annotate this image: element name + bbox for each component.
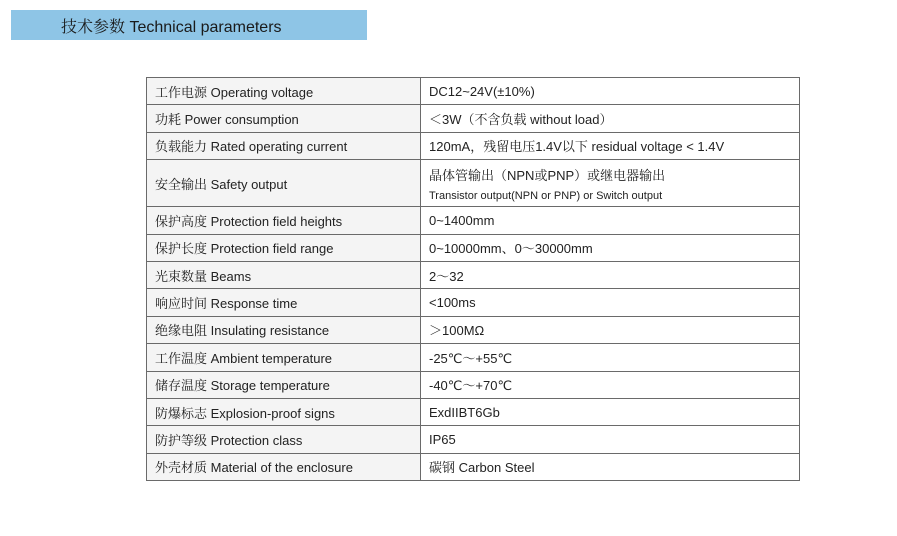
param-label: 工作电源 Operating voltage bbox=[147, 78, 421, 105]
param-value: DC12~24V(±10%) bbox=[421, 78, 800, 105]
param-value: -40℃～+70℃ bbox=[421, 371, 800, 398]
table-row bbox=[147, 289, 800, 316]
param-label: 安全输出 Safety output bbox=[147, 160, 421, 207]
param-label: 防护等级 Protection class bbox=[147, 426, 421, 453]
table-row bbox=[147, 207, 800, 234]
param-value-line: Transistor output(NPN or PNP) or Switch output bbox=[429, 189, 663, 202]
param-value: 0~1400mm bbox=[421, 207, 800, 234]
param-value: 120mA，残留电压1.4V以下 residual voltage < 1.4V bbox=[421, 132, 800, 159]
table-row bbox=[147, 261, 800, 288]
table-row bbox=[147, 371, 800, 398]
param-value: 2～32 bbox=[421, 261, 800, 288]
param-value: 碳钢 Carbon Steel bbox=[421, 453, 800, 480]
table-row bbox=[147, 234, 800, 261]
param-value-line: 晶体管输出（NPN或PNP）或继电器输出 bbox=[429, 167, 666, 183]
param-value: ＞100MΩ bbox=[421, 316, 800, 343]
param-label: 响应时间 Response time bbox=[147, 289, 421, 316]
param-value: ＜3W（不含负载 without load） bbox=[421, 105, 800, 132]
table-row bbox=[147, 105, 800, 132]
section-title: 技术参数 Technical parameters bbox=[61, 18, 282, 36]
table-row bbox=[147, 453, 800, 480]
table-row bbox=[147, 78, 800, 105]
param-value: -25℃～+55℃ bbox=[421, 344, 800, 371]
table-row bbox=[147, 344, 800, 371]
table-row bbox=[147, 426, 800, 453]
param-label: 防爆标志 Explosion-proof signs bbox=[147, 398, 421, 425]
param-value: <100ms bbox=[421, 289, 800, 316]
param-label: 光束数量 Beams bbox=[147, 261, 421, 288]
param-value: IP65 bbox=[421, 426, 800, 453]
param-value bbox=[421, 160, 800, 207]
param-label: 外壳材质 Material of the enclosure bbox=[147, 453, 421, 480]
param-label: 负载能力 Rated operating current bbox=[147, 132, 421, 159]
param-label: 保护长度 Protection field range bbox=[147, 234, 421, 261]
param-label: 保护高度 Protection field heights bbox=[147, 207, 421, 234]
section-header bbox=[11, 10, 367, 40]
table-row bbox=[147, 398, 800, 425]
param-label: 工作温度 Ambient temperature bbox=[147, 344, 421, 371]
table-row bbox=[147, 316, 800, 343]
param-value: ExdIIBT6Gb bbox=[421, 398, 800, 425]
param-value: 0~10000mm、0～30000mm bbox=[421, 234, 800, 261]
table-row bbox=[147, 160, 800, 207]
param-label: 功耗 Power consumption bbox=[147, 105, 421, 132]
param-label: 绝缘电阻 Insulating resistance bbox=[147, 316, 421, 343]
param-label: 储存温度 Storage temperature bbox=[147, 371, 421, 398]
technical-parameters-table bbox=[146, 77, 800, 481]
table-row bbox=[147, 132, 800, 159]
